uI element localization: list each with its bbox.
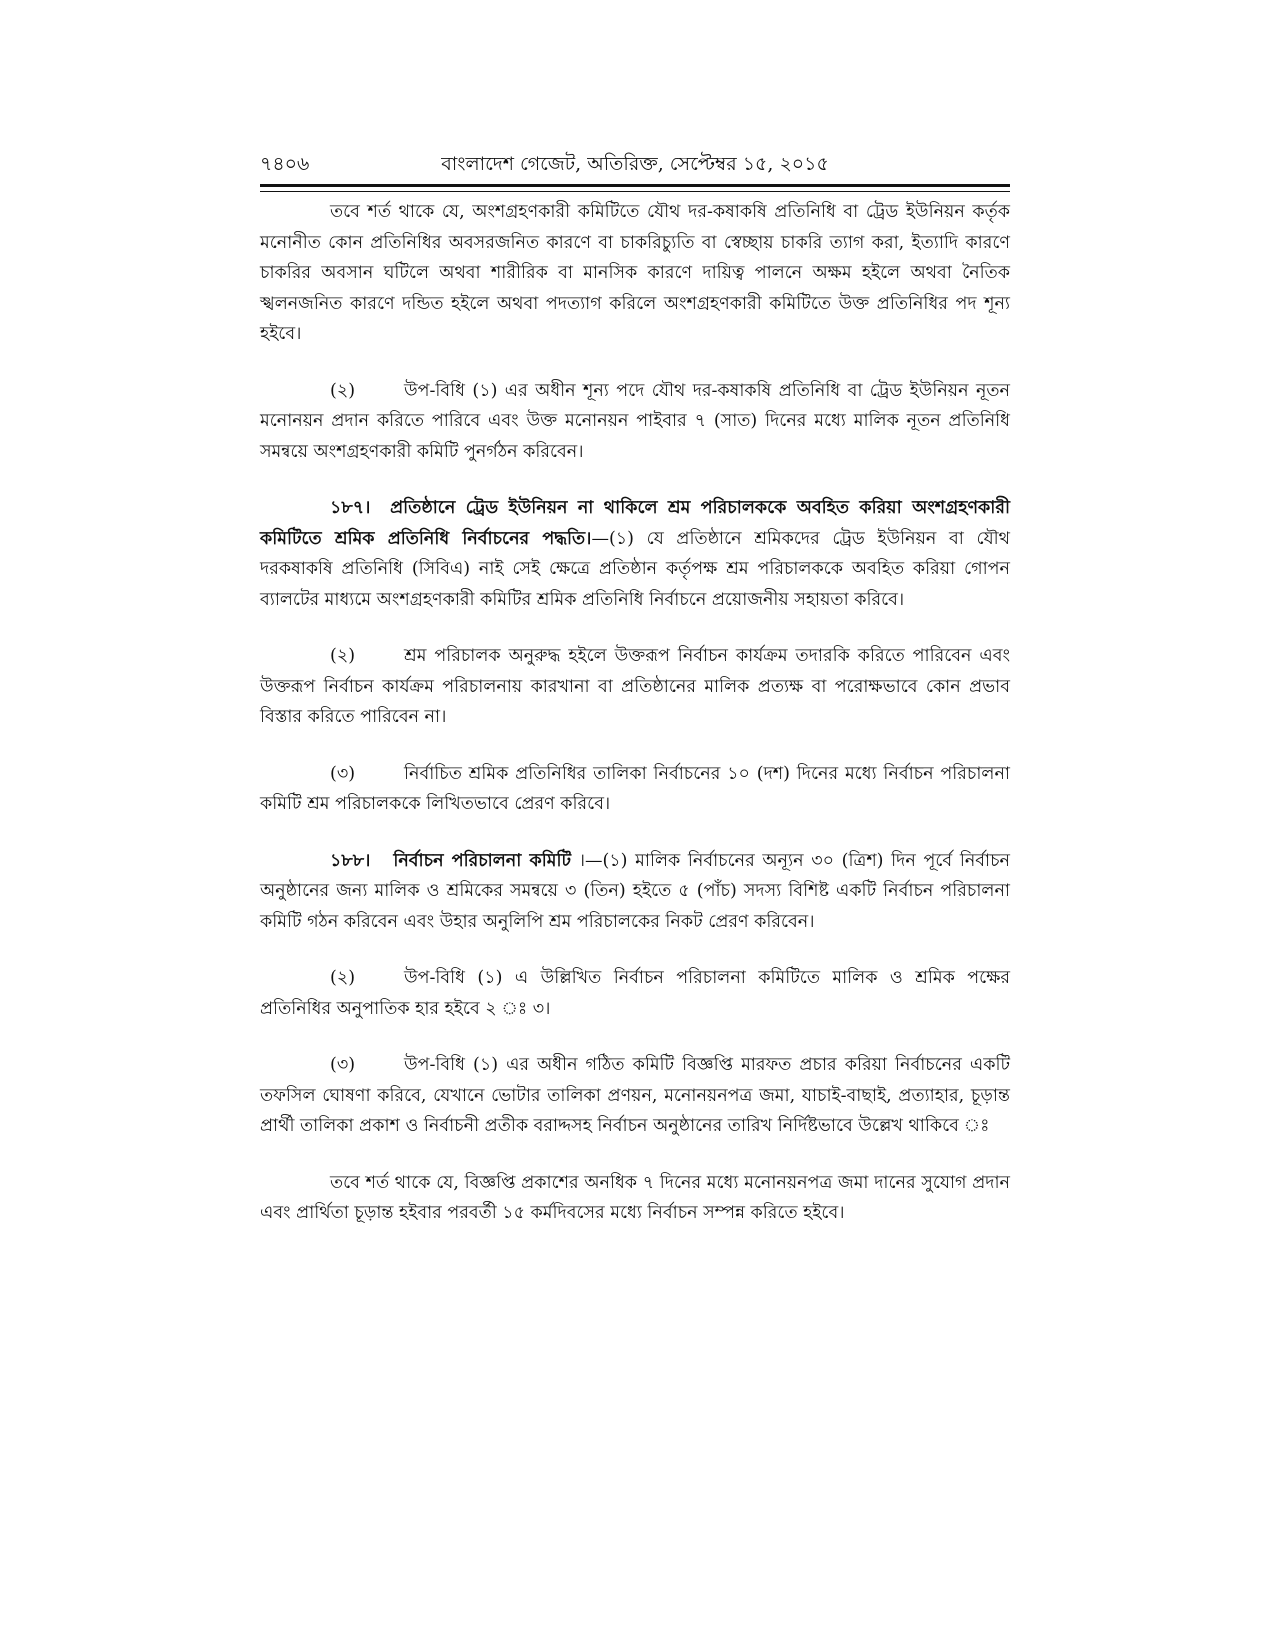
subrule-text: উপ-বিধি (১) এর অধীন গঠিত কমিটি বিজ্ঞপ্তি মারফত প্রচার করিয়া নির্বাচনের একটি তফসিল ঘোষণা করিবে, যেখানে ভোটার তালিকা প্রণয়ন, মনোনয়নপত্র জমা, যাচাই-বাছাই, প্রত্যাহার, চূড়ান্ত প্রার্থী তালিকা প্রকাশ ও নির্বাচনী প্রতীক বরাদ্দসহ নির্বাচন অনুষ্ঠানের তারিখ নির্দিষ্টভাবে উল্লেখ থাকিবে ঃ	[260, 1055, 1010, 1136]
section-188-subrule-2	[260, 963, 1010, 1024]
section-number: ১৮৮।	[330, 850, 371, 871]
section-heading: প্রতিষ্ঠানে ট্রেড ইউনিয়ন না থাকিলে শ্রম পরিচালককে অবহিত করিয়া অংশগ্রহণকারী কমিটিতে শ্রমিক প্রতিনিধি নির্বাচনের পদ্ধতি।	[260, 498, 1010, 549]
subrule-number: (৩)	[330, 1055, 356, 1075]
proviso-paragraph-2: তবে শর্ত থাকে যে, বিজ্ঞপ্তি প্রকাশের অনধিক ৭ দিনের মধ্যে মনোনয়নপত্র জমা দানের সুযোগ প্রদান এবং প্রার্থিতা চূড়ান্ত হইবার পরবর্তী ১৫ কর্মদিবসের মধ্যে নির্বাচন সম্পন্ন করিতে হইবে।	[260, 1172, 1010, 1223]
section-heading: নির্বাচন পরিচালনা কমিটি	[393, 850, 572, 871]
page-number: ৭৪০৬	[260, 153, 310, 175]
subrule-text: শ্রম পরিচালক অনুরুদ্ধ হইলে উক্তরূপ নির্বাচন কার্যক্রম তদারকি করিতে পারিবেন এবং উক্তরূপ নির্বাচন কার্যক্রম পরিচালনায় কারখানা বা প্রতিষ্ঠানের মালিক প্রত্যক্ষ বা পরোক্ষভাবে কোন প্রভাব বিস্তার করিতে পারিবেন না।	[260, 646, 1010, 727]
subrule-2-paragraph	[260, 376, 1010, 468]
section-187-paragraph	[260, 493, 1010, 615]
subrule-text: উপ-বিধি (১) এর অধীন শূন্য পদে যৌথ দর-কষাকষি প্রতিনিধি বা ট্রেড ইউনিয়ন নূতন মনোনয়ন প্রদান করিতে পারিবে এবং উক্ত মনোনয়ন পাইবার ৭ (সাত) দিনের মধ্যে মালিক নূতন প্রতিনিধি সমন্বয়ে অংশগ্রহণকারী কমিটি পুনর্গঠন করিবেন।	[260, 380, 1010, 462]
page-body	[260, 197, 1010, 1255]
section-188-paragraph	[260, 846, 1010, 938]
section-187-subrule-3	[260, 759, 1010, 820]
section-number: ১৮৭।	[330, 498, 371, 518]
header-rule-thick	[260, 184, 1010, 187]
subrule-number: (২)	[330, 646, 356, 666]
subrule-number: (২)	[330, 968, 356, 988]
section-188-subrule-3	[260, 1050, 1010, 1142]
subrule-text: নির্বাচিত শ্রমিক প্রতিনিধির তালিকা নির্বাচনের ১০ (দশ) দিনের মধ্যে নির্বাচন পরিচালনা কমিটি শ্রম পরিচালককে লিখিতভাবে প্রেরণ করিবে।	[260, 763, 1010, 814]
proviso-paragraph-1: তবে শর্ত থাকে যে, অংশগ্রহণকারী কমিটিতে যৌথ দর-কষাকষি প্রতিনিধি বা ট্রেড ইউনিয়ন কর্তৃক মনোনীত কোন প্রতিনিধির অবসরজনিত কারণে বা চাকরিচ্যুতি বা স্বেচ্ছায় চাকরি ত্যাগ করা, ইত্যাদি কারণে চাকরির অবসান ঘটিলে অথবা শারীরিক বা মানসিক কারণে দায়িত্ব পালনে অক্ষম হইলে অথবা নৈতিক স্খলনজনিত কারণে দন্ডিত হইলে অথবা পদত্যাগ করিলে অংশগ্রহণকারী কমিটিতে উক্ত প্রতিনিধির পদ শূন্য হইবে।	[260, 202, 1010, 344]
header-rule-thin	[260, 191, 1010, 192]
section-body: ।—(১) মালিক নির্বাচনের অন্যূন ৩০ (ত্রিশ) দিন পূর্বে নির্বাচন অনুষ্ঠানের জন্য মালিক ও শ্রমিকের সমন্বয়ে ৩ (তিন) হইতে ৫ (পাঁচ) সদস্য বিশিষ্ট একটি নির্বাচন পরিচালনা কমিটি গঠন করিবেন এবং উহার অনুলিপি শ্রম পরিচালকের নিকট প্রেরণ করিবেন।	[260, 850, 1010, 932]
subrule-number: (২)	[330, 380, 356, 401]
subrule-text: উপ-বিধি (১) এ উল্লিখিত নির্বাচন পরিচালনা কমিটিতে মালিক ও শ্রমিক পক্ষের প্রতিনিধির অনুপাতিক হার হইবে ২ ঃ ৩।	[260, 968, 1010, 1019]
section-187-subrule-2	[260, 641, 1010, 733]
section-body: —(১) যে প্রতিষ্ঠানে শ্রমিকদের ট্রেড ইউনিয়ন বা যৌথ দরকষাকষি প্রতিনিধি (সিবিএ) নাই সেই ক্ষেত্রে প্রতিষ্ঠান কর্তৃপক্ষ শ্রম পরিচালককে অবহিত করিয়া গোপন ব্যালটের মাধ্যমে অংশগ্রহণকারী কমিটির শ্রমিক প্রতিনিধি নির্বাচনে প্রয়োজনীয় সহায়তা করিবে।	[260, 528, 1010, 610]
subrule-number: (৩)	[330, 763, 356, 784]
gazette-title: বাংলাদেশ গেজেট, অতিরিক্ত, সেপ্টেম্বর ১৫, ২০১৫	[441, 153, 829, 175]
